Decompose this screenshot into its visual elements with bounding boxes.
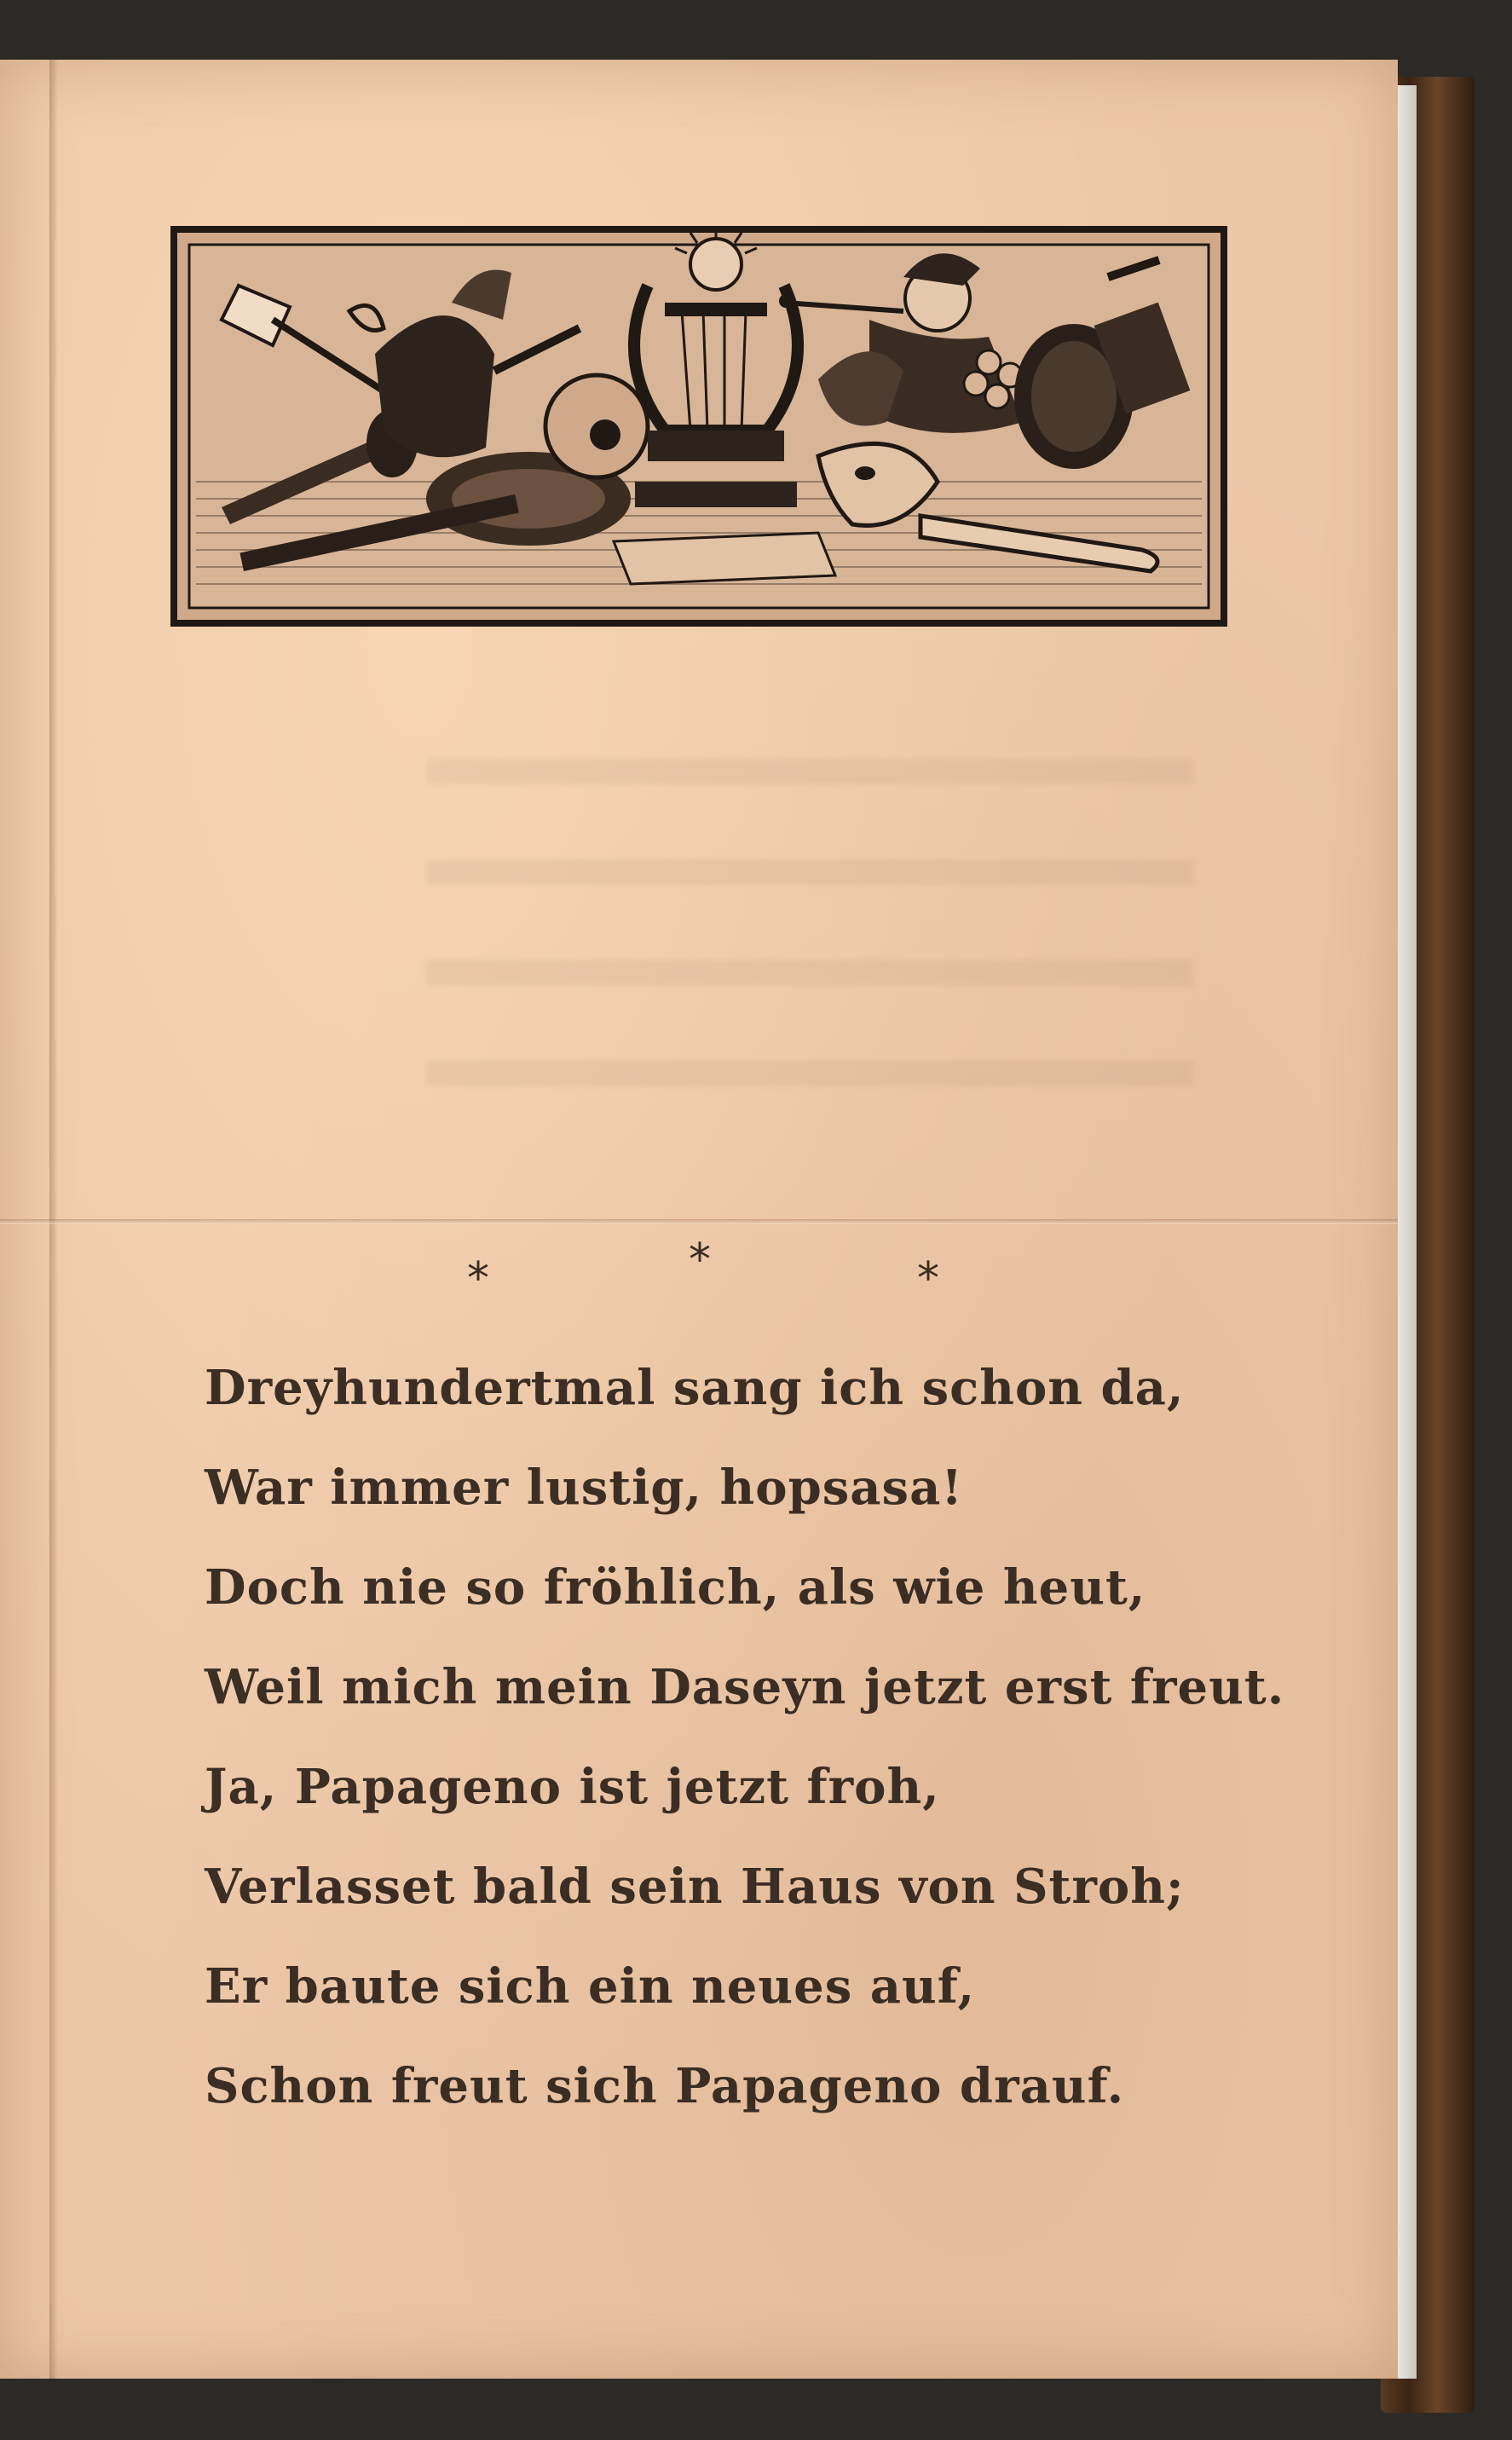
show-through-text	[426, 708, 1193, 1151]
sheet-music-icon	[614, 533, 835, 584]
verse-line: Er baute sich ein neues auf,	[205, 1958, 976, 2015]
page-edges	[1398, 85, 1417, 2379]
page-fold	[0, 1219, 1398, 1224]
ornament-star: *	[689, 1234, 711, 1286]
ornament-stars	[0, 1234, 1398, 1321]
verse-line: Verlasset bald sein Haus von Stroh;	[205, 1859, 1185, 1915]
verse-block	[205, 1339, 1285, 2136]
ornament-star: *	[467, 1253, 489, 1304]
verse-line: Dreyhundertmal sang ich schon da,	[205, 1360, 1185, 1416]
verse-line: Doch nie so fröhlich, als wie heut,	[205, 1559, 1146, 1616]
ornament-star: *	[917, 1253, 939, 1304]
verse-line: War immer lustig, hopsasa!	[205, 1460, 963, 1516]
woodcut-musical-instruments-vignette-icon	[170, 226, 1227, 627]
book-page	[0, 60, 1398, 2379]
verse-line: Schon freut sich Papageno drauf.	[205, 2058, 1125, 2114]
verse-line: Ja, Papageno ist jetzt froh,	[205, 1759, 940, 1815]
verse-line: Weil mich mein Daseyn jetzt erst freut.	[205, 1659, 1285, 1715]
